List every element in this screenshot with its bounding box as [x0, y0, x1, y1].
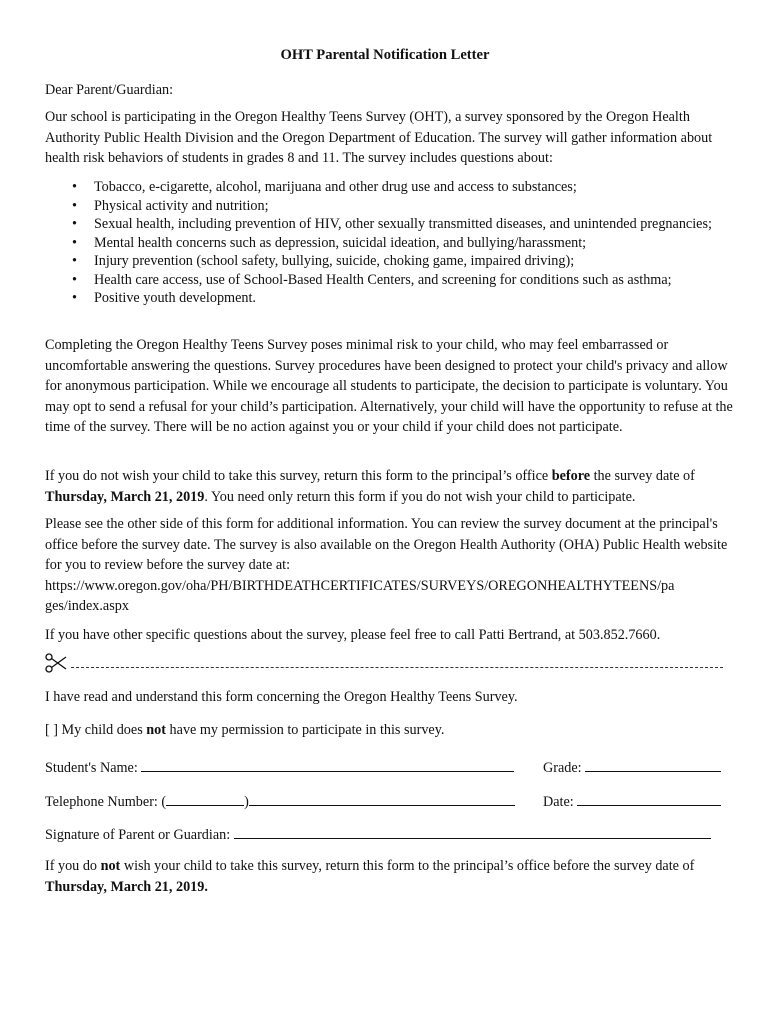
list-item: • Positive youth development.: [45, 289, 725, 308]
date-label: Date:: [543, 794, 574, 810]
dashed-divider: [71, 667, 723, 668]
list-item: • Injury prevention (school safety, bullying, suicide, choking game, impaired driving);: [45, 252, 725, 271]
contact-paragraph: If you have other specific questions about the survey, please feel free to call Patti Bertrand, at 503.852.7660.: [45, 627, 661, 643]
closing-bold-not: not: [100, 858, 121, 874]
grade-field[interactable]: [585, 756, 721, 772]
telephone-paren-close: ): [244, 794, 249, 810]
permission-text: My child does: [58, 722, 147, 738]
return-bold-date: Thursday, March 21, 2019: [45, 488, 205, 505]
grade-row: [543, 756, 721, 777]
telephone-number-field[interactable]: [249, 790, 515, 806]
date-row: [543, 790, 721, 811]
permission-checkbox-line[interactable]: [45, 722, 735, 739]
scissors-icon: [45, 652, 67, 674]
list-item: • Mental health concerns such as depression, suicidal ideation, and bullying/harassment;: [45, 234, 725, 253]
date-field[interactable]: [577, 790, 721, 806]
student-name-field[interactable]: [141, 756, 514, 772]
page-title: OHT Parental Notification Letter: [280, 47, 490, 63]
survey-url-continued: ges/index.aspx: [45, 598, 129, 615]
closing-text: wish your child to take this survey, return this form to the principal’s office before the survey date of: [120, 858, 695, 874]
info-paragraph: [45, 514, 735, 617]
closing-paragraph: [45, 856, 735, 897]
closing-text: If you do: [45, 858, 101, 874]
intro-paragraph: Our school is participating in the Oregon Healthy Teens Survey (OHT), a survey sponsored by the Oregon Health Authority Public Health Division and the Oregon Department of Education. The survey will gather information about health risk behaviors of students in grades 8 and 11. The survey includes questions about:: [45, 109, 713, 167]
salutation: Dear Parent/Guardian:: [45, 82, 174, 98]
signature-label: Signature of Parent or Guardian:: [45, 827, 231, 843]
risk-paragraph: Completing the Oregon Healthy Teens Survey poses minimal risk to your child, who may feel embarrassed or uncomfortable answering the questions. Survey procedures have been designed to protect your child's privacy and allow for anonymous participation. While we encourage all students to participate, the decision to participate is voluntary. You may opt to send a refusal for your child’s participation. Alternatively, your child will have the opportunity to refuse at the time of the survey. There will be no action against you or your child if your child does not participate.: [45, 337, 733, 436]
list-item: • Health care access, use of School-Based Health Centers, and screening for conditions such as asthma;: [45, 271, 725, 290]
topic-list: [45, 178, 725, 308]
cut-line: [45, 652, 725, 676]
return-text: the survey date of: [590, 468, 695, 484]
permission-text: have my permission to participate in this survey.: [166, 722, 445, 738]
signature-field[interactable]: [234, 823, 711, 839]
info-text: Please see the other side of this form for additional information. You can review the survey document at the principal's office before the survey date. The survey is also available on the Oregon Health Authority (OHA) Public Health website for you to review before the survey date at:: [45, 516, 728, 574]
permission-bold-not: not: [146, 722, 166, 738]
telephone-label: Telephone Number: (: [45, 794, 167, 810]
list-item: • Sexual health, including prevention of HIV, other sexually transmitted diseases, and unintended pregnancies;: [45, 215, 725, 234]
list-item: • Physical activity and nutrition;: [45, 197, 725, 216]
signature-row: [45, 823, 735, 844]
grade-label: Grade:: [543, 760, 582, 776]
area-code-field[interactable]: [166, 790, 244, 806]
student-name-label: Student's Name:: [45, 760, 138, 776]
permission-checkbox[interactable]: [ ]: [45, 722, 58, 738]
closing-bold-date: Thursday, March 21, 2019.: [45, 878, 208, 895]
acknowledge-statement: I have read and understand this form concerning the Oregon Healthy Teens Survey.: [45, 689, 518, 705]
return-text: If you do not wish your child to take this survey, return this form to the principal’s office: [45, 468, 552, 484]
survey-url: https://www.oregon.gov/oha/PH/BIRTHDEATHCERTIFICATES/SURVEYS/OREGONHEALTHYTEENS/pa: [45, 577, 675, 594]
return-paragraph: [45, 466, 735, 507]
return-text: . You need only return this form if you do not wish your child to participate.: [204, 488, 636, 505]
list-item: • Tobacco, e-cigarette, alcohol, marijuana and other drug use and access to substances;: [45, 178, 725, 197]
return-bold-before: before: [551, 468, 591, 484]
